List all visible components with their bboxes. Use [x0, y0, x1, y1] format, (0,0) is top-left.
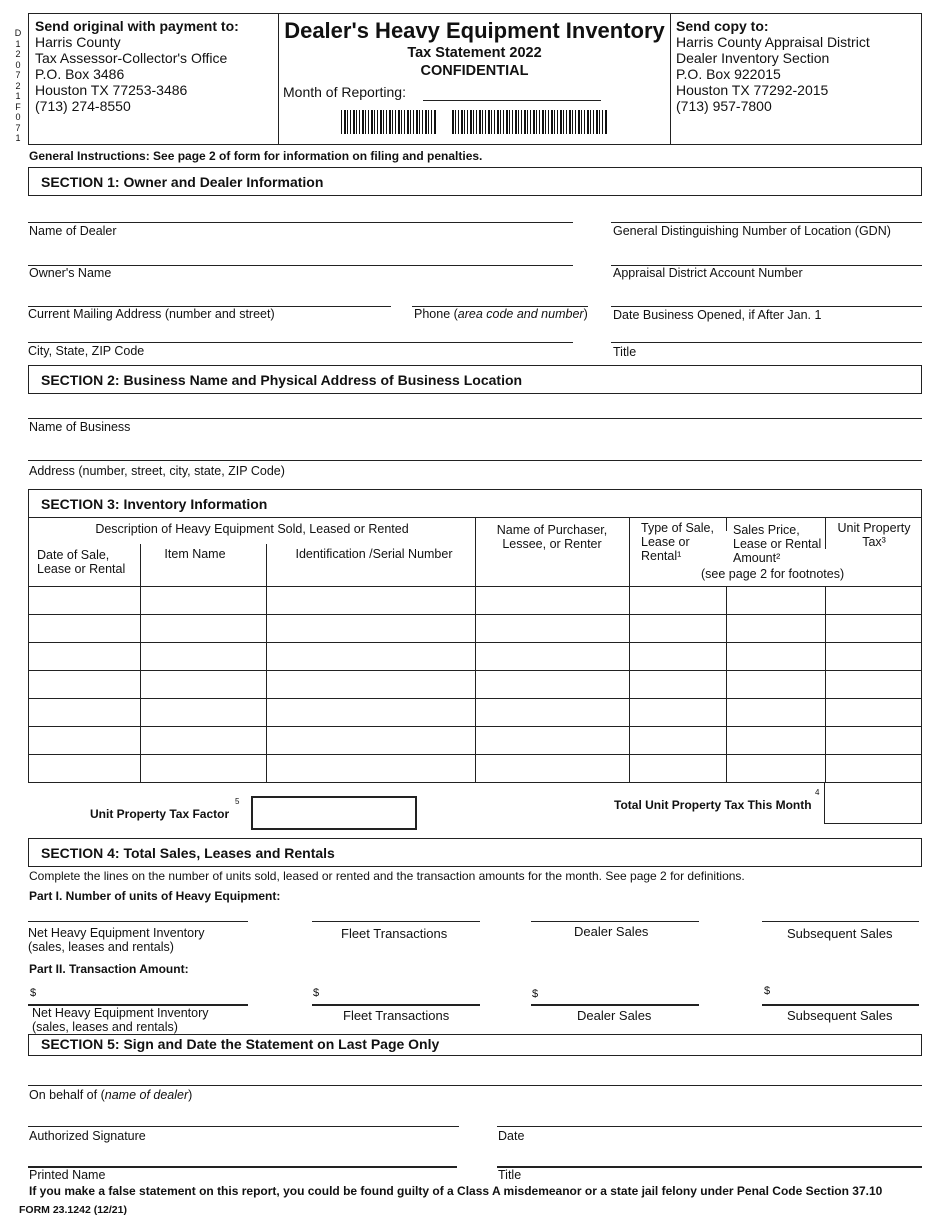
side-code-char: 0 [15, 112, 21, 122]
confidential-label: CONFIDENTIAL [420, 63, 529, 79]
on-behalf-field[interactable] [28, 1085, 922, 1086]
part-1-label: Part I. Number of units of Heavy Equipment: [29, 889, 281, 903]
footnotes-note: (see page 2 for footnotes) [701, 567, 845, 581]
date-field[interactable] [497, 1126, 922, 1127]
section-4-header: SECTION 4: Total Sales, Leases and Rentals [28, 838, 922, 867]
month-field[interactable] [423, 100, 601, 101]
side-code-char: 7 [15, 70, 21, 80]
left-line: Harris County [35, 34, 121, 50]
general-instructions: General Instructions: See page 2 of form for information on filing and penalties. [29, 149, 483, 163]
on-behalf-label-italic: name of dealer [104, 1088, 189, 1102]
side-code-char: 1 [15, 91, 21, 101]
side-code-char: 0 [15, 59, 21, 70]
date-header: Date of Sale, Lease or Rental [37, 548, 126, 576]
col-divider [726, 517, 727, 531]
left-line: P.O. Box 3486 [35, 66, 125, 82]
dollar-sign: $ [764, 985, 771, 997]
owners-name-label: Owner's Name [29, 266, 112, 280]
printed-name-label: Printed Name [29, 1168, 106, 1182]
right-line: Houston TX 77292-2015 [676, 82, 829, 98]
send-original-box [28, 13, 278, 145]
total-tax-footnote: 4 [815, 788, 820, 797]
right-line: Dealer Inventory Section [676, 50, 830, 66]
signature-label: Authorized Signature [29, 1129, 146, 1143]
right-line: (713) 957-7800 [676, 98, 772, 114]
col-divider [140, 544, 141, 782]
city-state-zip-field[interactable] [28, 342, 573, 343]
form-subtitle: Tax Statement 2022 [407, 45, 542, 61]
total-tax-label: Total Unit Property Tax This Month [614, 798, 812, 812]
tax-factor-footnote: 5 [235, 797, 240, 806]
net-inventory-label: Net Heavy Equipment Inventory (sales, leases and rentals) [32, 1006, 209, 1034]
purchaser-header: Name of Purchaser, Lessee, or Renter [496, 523, 608, 551]
phone-label-italic: area code and number [457, 307, 584, 321]
phone-label [414, 307, 588, 321]
left-line: (713) 274-8550 [35, 98, 131, 114]
send-copy-box [670, 13, 922, 145]
form-title-box [278, 13, 671, 145]
row-line [29, 754, 921, 755]
on-behalf-label-b: ) [188, 1088, 193, 1102]
side-code-char: 2 [15, 80, 21, 91]
side-form-code [13, 28, 23, 144]
date-label: Date [498, 1129, 525, 1143]
row-line [29, 642, 921, 643]
col-divider [726, 586, 727, 782]
date-opened-field[interactable] [611, 306, 922, 307]
on-behalf-label [29, 1088, 192, 1102]
false-statement-warning: If you make a false statement on this report, you could be found guilty of a Class A misdemeanor or a state jail felony under Penal Code Section 37.10 [29, 1184, 883, 1198]
date-opened-label: Date Business Opened, if After Jan. 1 [613, 308, 822, 322]
part-2-label: Part II. Transaction Amount: [29, 962, 189, 976]
fleet-units-field[interactable] [312, 921, 480, 922]
col-divider [629, 517, 630, 782]
row-line [29, 670, 921, 671]
col-divider [825, 586, 826, 782]
barcode [341, 110, 607, 134]
send-copy-heading: Send copy to: [676, 18, 769, 34]
right-line: P.O. Box 922015 [676, 66, 781, 82]
tax-factor-label: Unit Property Tax Factor [90, 807, 230, 821]
subsequent-amount-field[interactable] [762, 1004, 919, 1006]
right-line: Harris County Appraisal District [676, 34, 870, 50]
dollar-sign: $ [30, 987, 37, 999]
side-code-char: 1 [15, 133, 21, 143]
name-of-dealer-field[interactable] [28, 222, 573, 223]
form-title: Dealer's Heavy Equipment Inventory [284, 18, 665, 43]
signature-field[interactable] [28, 1126, 459, 1127]
account-number-label: Appraisal District Account Number [613, 266, 803, 280]
name-of-dealer-label: Name of Dealer [29, 224, 117, 238]
desc-header: Description of Heavy Equipment Sold, Leased or Rented [95, 522, 409, 536]
type-header: Type of Sale, Lease or Rental¹ [641, 521, 714, 563]
subsequent-units-field[interactable] [762, 921, 919, 922]
signer-title-field[interactable] [497, 1166, 922, 1168]
side-code-char: D [14, 28, 22, 38]
fleet-label: Fleet Transactions [341, 926, 448, 941]
row-line [29, 698, 921, 699]
net-inventory-units-field[interactable] [28, 921, 248, 922]
form-number: FORM 23.1242 (12/21) [19, 1204, 127, 1216]
business-name-field[interactable] [28, 418, 922, 419]
row-line [29, 726, 921, 727]
dealer-amount-field[interactable] [531, 1004, 699, 1006]
gdn-field[interactable] [611, 222, 922, 223]
side-code-char: 1 [15, 38, 21, 49]
section-1-header: SECTION 1: Owner and Dealer Information [28, 167, 922, 196]
title-field[interactable] [611, 342, 922, 343]
col-divider [475, 517, 476, 782]
side-code-char: F [15, 101, 21, 112]
tax-header: Unit Property Tax³ [837, 521, 911, 549]
total-tax-field[interactable] [824, 783, 922, 824]
gdn-label: General Distinguishing Number of Location (GDN) [613, 224, 891, 238]
subsequent-sales-label: Subsequent Sales [787, 1008, 893, 1023]
subsequent-sales-label: Subsequent Sales [787, 926, 893, 941]
phone-label-a: Phone ( [414, 307, 458, 321]
dollar-sign: $ [313, 987, 320, 999]
row-line [29, 586, 921, 587]
tax-factor-field[interactable] [251, 796, 417, 830]
side-code-char: 2 [15, 49, 21, 59]
phone-label-b: ) [583, 307, 588, 321]
side-code-char: 7 [15, 122, 21, 133]
section-4-instructions: Complete the lines on the number of units sold, leased or rented and the transaction amounts for the month. See page 2 for definitions. [29, 869, 745, 883]
on-behalf-label-a: On behalf of ( [29, 1088, 105, 1102]
mailing-address-label: Current Mailing Address (number and street) [28, 307, 275, 321]
section-2-header: SECTION 2: Business Name and Physical Address of Business Location [28, 365, 922, 394]
price-header: Sales Price, Lease or Rental Amount² [733, 523, 822, 565]
left-line: Tax Assessor-Collector's Office [35, 50, 228, 66]
left-line: Houston TX 77253-3486 [35, 82, 188, 98]
item-header: Item Name [164, 547, 226, 561]
send-original-heading: Send original with payment to: [35, 18, 239, 34]
fleet-label: Fleet Transactions [343, 1008, 450, 1023]
col-divider [266, 544, 267, 782]
inventory-table [28, 517, 922, 783]
serial-header: Identification /Serial Number [295, 547, 453, 561]
row-line [29, 614, 921, 615]
business-address-field[interactable] [28, 460, 922, 461]
dollar-sign: $ [532, 988, 539, 1000]
city-state-zip-label: City, State, ZIP Code [28, 344, 145, 358]
dealer-sales-label: Dealer Sales [574, 924, 649, 939]
fleet-amount-field[interactable] [312, 1004, 480, 1006]
title-label: Title [613, 345, 637, 359]
dealer-units-field[interactable] [531, 921, 699, 922]
section-3-header: SECTION 3: Inventory Information [28, 489, 922, 518]
business-name-label: Name of Business [29, 420, 131, 434]
section-5-header: SECTION 5: Sign and Date the Statement on Last Page Only [28, 1034, 922, 1056]
month-label: Month of Reporting: [283, 84, 406, 100]
dealer-sales-label: Dealer Sales [577, 1008, 652, 1023]
business-address-label: Address (number, street, city, state, ZIP Code) [29, 464, 285, 478]
signer-title-label: Title [498, 1168, 522, 1182]
net-inventory-label: Net Heavy Equipment Inventory (sales, leases and rentals) [28, 926, 205, 954]
